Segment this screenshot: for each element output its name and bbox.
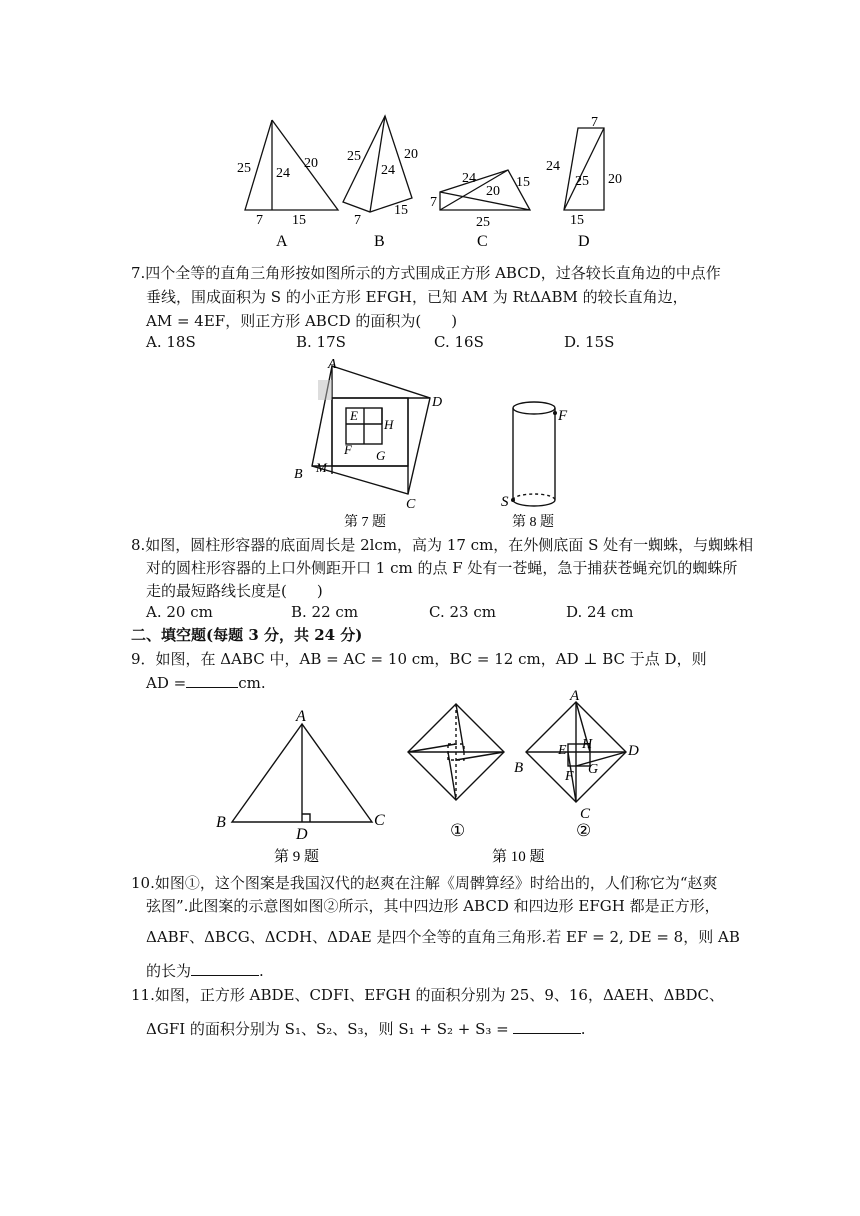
caption-b: B — [374, 233, 385, 250]
fig10-diagram-1 — [408, 704, 504, 800]
fig10-point-g: G — [588, 762, 599, 777]
fig10-point-h: H — [582, 737, 593, 752]
q9-answer-prefix: AD = — [146, 674, 187, 692]
q8-line3: 走的最短路线长度是( ) — [146, 582, 323, 600]
fig7-point-e: E — [350, 408, 358, 423]
caption-a: A — [276, 233, 288, 250]
q8-option-d: D. 24 cm — [566, 603, 634, 621]
label-a-24: 24 — [276, 166, 290, 181]
section-title: 二、填空题(每题 3 分，共 24 分) — [131, 626, 363, 644]
q11-answer-prefix: ΔGFI 的面积分别为 S₁、S₂、S₃，则 S₁ + S₂ + S₃ = — [146, 1020, 509, 1038]
caption-d: D — [578, 233, 590, 250]
label-c-25: 25 — [476, 215, 490, 230]
label-d-15: 15 — [570, 213, 584, 228]
q11-line1: 11.如图，正方形 ABDE、CDFI、EFGH 的面积分别为 25、9、16，ΔAEH、ΔBDC、 — [131, 986, 725, 1004]
fig8-point-f: F — [558, 408, 568, 424]
triangle-a — [245, 120, 338, 210]
fig7-point-f: F — [344, 442, 352, 457]
figure-row-triangles — [230, 112, 650, 252]
fig7-point-d: D — [432, 395, 443, 410]
label-b-24: 24 — [381, 163, 395, 178]
label-b-20: 20 — [404, 147, 418, 162]
fig7-caption: 第 7 题 — [344, 515, 386, 530]
fig10-mark-1: ① — [450, 821, 466, 840]
q10-answer-blank[interactable] — [191, 961, 259, 976]
q8-line1: 8.如图，圆柱形容器的底面周长是 2lcm，高为 17 cm，在外侧底面 S 处有一蜘蛛，与蜘蛛相 — [131, 536, 754, 554]
caption-c: C — [477, 233, 488, 250]
q10-line2: 弦图”.此图案的示意图如图②所示，其中四边形 ABCD 和四边形 EFGH 都是正方形， — [146, 897, 720, 915]
q9-answer-blank[interactable] — [186, 673, 238, 688]
q7-option-d: D. 15S — [564, 333, 615, 351]
q11-answer-suffix: . — [580, 1020, 586, 1038]
q10-answer-prefix: 的长为 — [146, 962, 192, 980]
figure-10 — [400, 690, 680, 866]
figure-7 — [290, 354, 450, 534]
label-b-15: 15 — [394, 203, 408, 218]
label-c-7: 7 — [430, 195, 437, 210]
label-a-20: 20 — [304, 156, 318, 171]
label-a-25: 25 — [237, 161, 251, 176]
fig10-point-f: F — [565, 769, 574, 784]
q9-line1: 9．如图，在 ΔABC 中，AB = AC = 10 cm，BC = 12 cm，AD ⊥ BC 于点 D，则 — [131, 650, 707, 668]
fig10-point-d: D — [628, 743, 639, 759]
q8-option-a: A. 20 cm — [146, 603, 213, 621]
fig10-point-e: E — [558, 743, 567, 758]
triangle-b — [343, 116, 412, 212]
label-c-24: 24 — [462, 171, 476, 186]
fig9-caption: 第 9 题 — [274, 849, 320, 865]
label-b-25: 25 — [347, 149, 361, 164]
q11-line2 — [146, 1018, 586, 1040]
q10-line3: ΔABF、ΔBCG、ΔCDH、ΔDAE 是四个全等的直角三角形.若 EF = 2, DE = 8，则 AB — [146, 928, 740, 946]
fig10-diagram-2 — [526, 702, 626, 802]
label-d-25: 25 — [575, 174, 589, 189]
q8-line2: 对的圆柱形容器的上口外侧距开口 1 cm 的点 F 处有一苍蝇，急于捕获苍蝇充饥的蜘蛛所 — [146, 559, 738, 577]
fig10-point-a: A — [570, 690, 580, 704]
figure-9 — [212, 708, 392, 866]
label-d-7: 7 — [591, 115, 598, 130]
fig9-point-b: B — [216, 814, 226, 831]
fig7-point-c: C — [406, 497, 416, 512]
label-a-7: 7 — [256, 213, 263, 228]
fig7-point-a: A — [328, 357, 337, 372]
fig8-point-s: S — [501, 494, 509, 510]
q7-line3: AM = 4EF，则正方形 ABCD 的面积为( ) — [146, 312, 458, 330]
fig7-point-h: H — [384, 417, 394, 432]
q9-answer-unit: cm. — [238, 674, 266, 692]
label-d-24: 24 — [546, 159, 560, 174]
q10-answer-suffix: . — [259, 962, 264, 980]
fig10-mark-2: ② — [576, 821, 592, 840]
q11-answer-blank[interactable] — [513, 1019, 581, 1034]
fig8-caption: 第 8 题 — [512, 515, 554, 530]
fig10-point-b: B — [514, 760, 524, 776]
fig10-point-c: C — [580, 806, 591, 822]
q10-line1: 10.如图①，这个图案是我国汉代的赵爽在注解《周髀算经》时给出的，人们称它为“赵爽 — [131, 874, 718, 892]
q7-option-a: A. 18S — [146, 333, 196, 351]
fig7-point-m: M — [316, 460, 327, 475]
q7-option-b: B. 17S — [296, 333, 346, 351]
q8-option-b: B. 22 cm — [291, 603, 359, 621]
q7-line2: 垂线，围成面积为 S 的小正方形 EFGH，已知 AM 为 RtΔABM 的较长直角边， — [146, 288, 688, 306]
label-c-20: 20 — [486, 184, 500, 199]
q7-line1: 7.四个全等的直角三角形按如图所示的方式围成正方形 ABCD，过各较长直角边的中点作 — [131, 264, 721, 282]
label-a-15: 15 — [292, 213, 306, 228]
fig9-point-c: C — [374, 812, 385, 829]
fig10-caption: 第 10 题 — [492, 849, 545, 865]
figure-8 — [498, 392, 588, 534]
label-b-7: 7 — [354, 213, 361, 228]
q8-option-c: C. 23 cm — [429, 603, 496, 621]
label-d-20: 20 — [608, 172, 622, 187]
triangle-d — [564, 128, 604, 210]
fig9-point-a: A — [296, 708, 306, 725]
q9-line2 — [146, 672, 266, 694]
q7-option-c: C. 16S — [434, 333, 484, 351]
fig7-point-g: G — [376, 448, 386, 463]
fig9-point-d: D — [296, 826, 308, 843]
q10-line4 — [146, 960, 264, 982]
label-c-15: 15 — [516, 175, 530, 190]
fig7-point-b: B — [294, 467, 303, 482]
